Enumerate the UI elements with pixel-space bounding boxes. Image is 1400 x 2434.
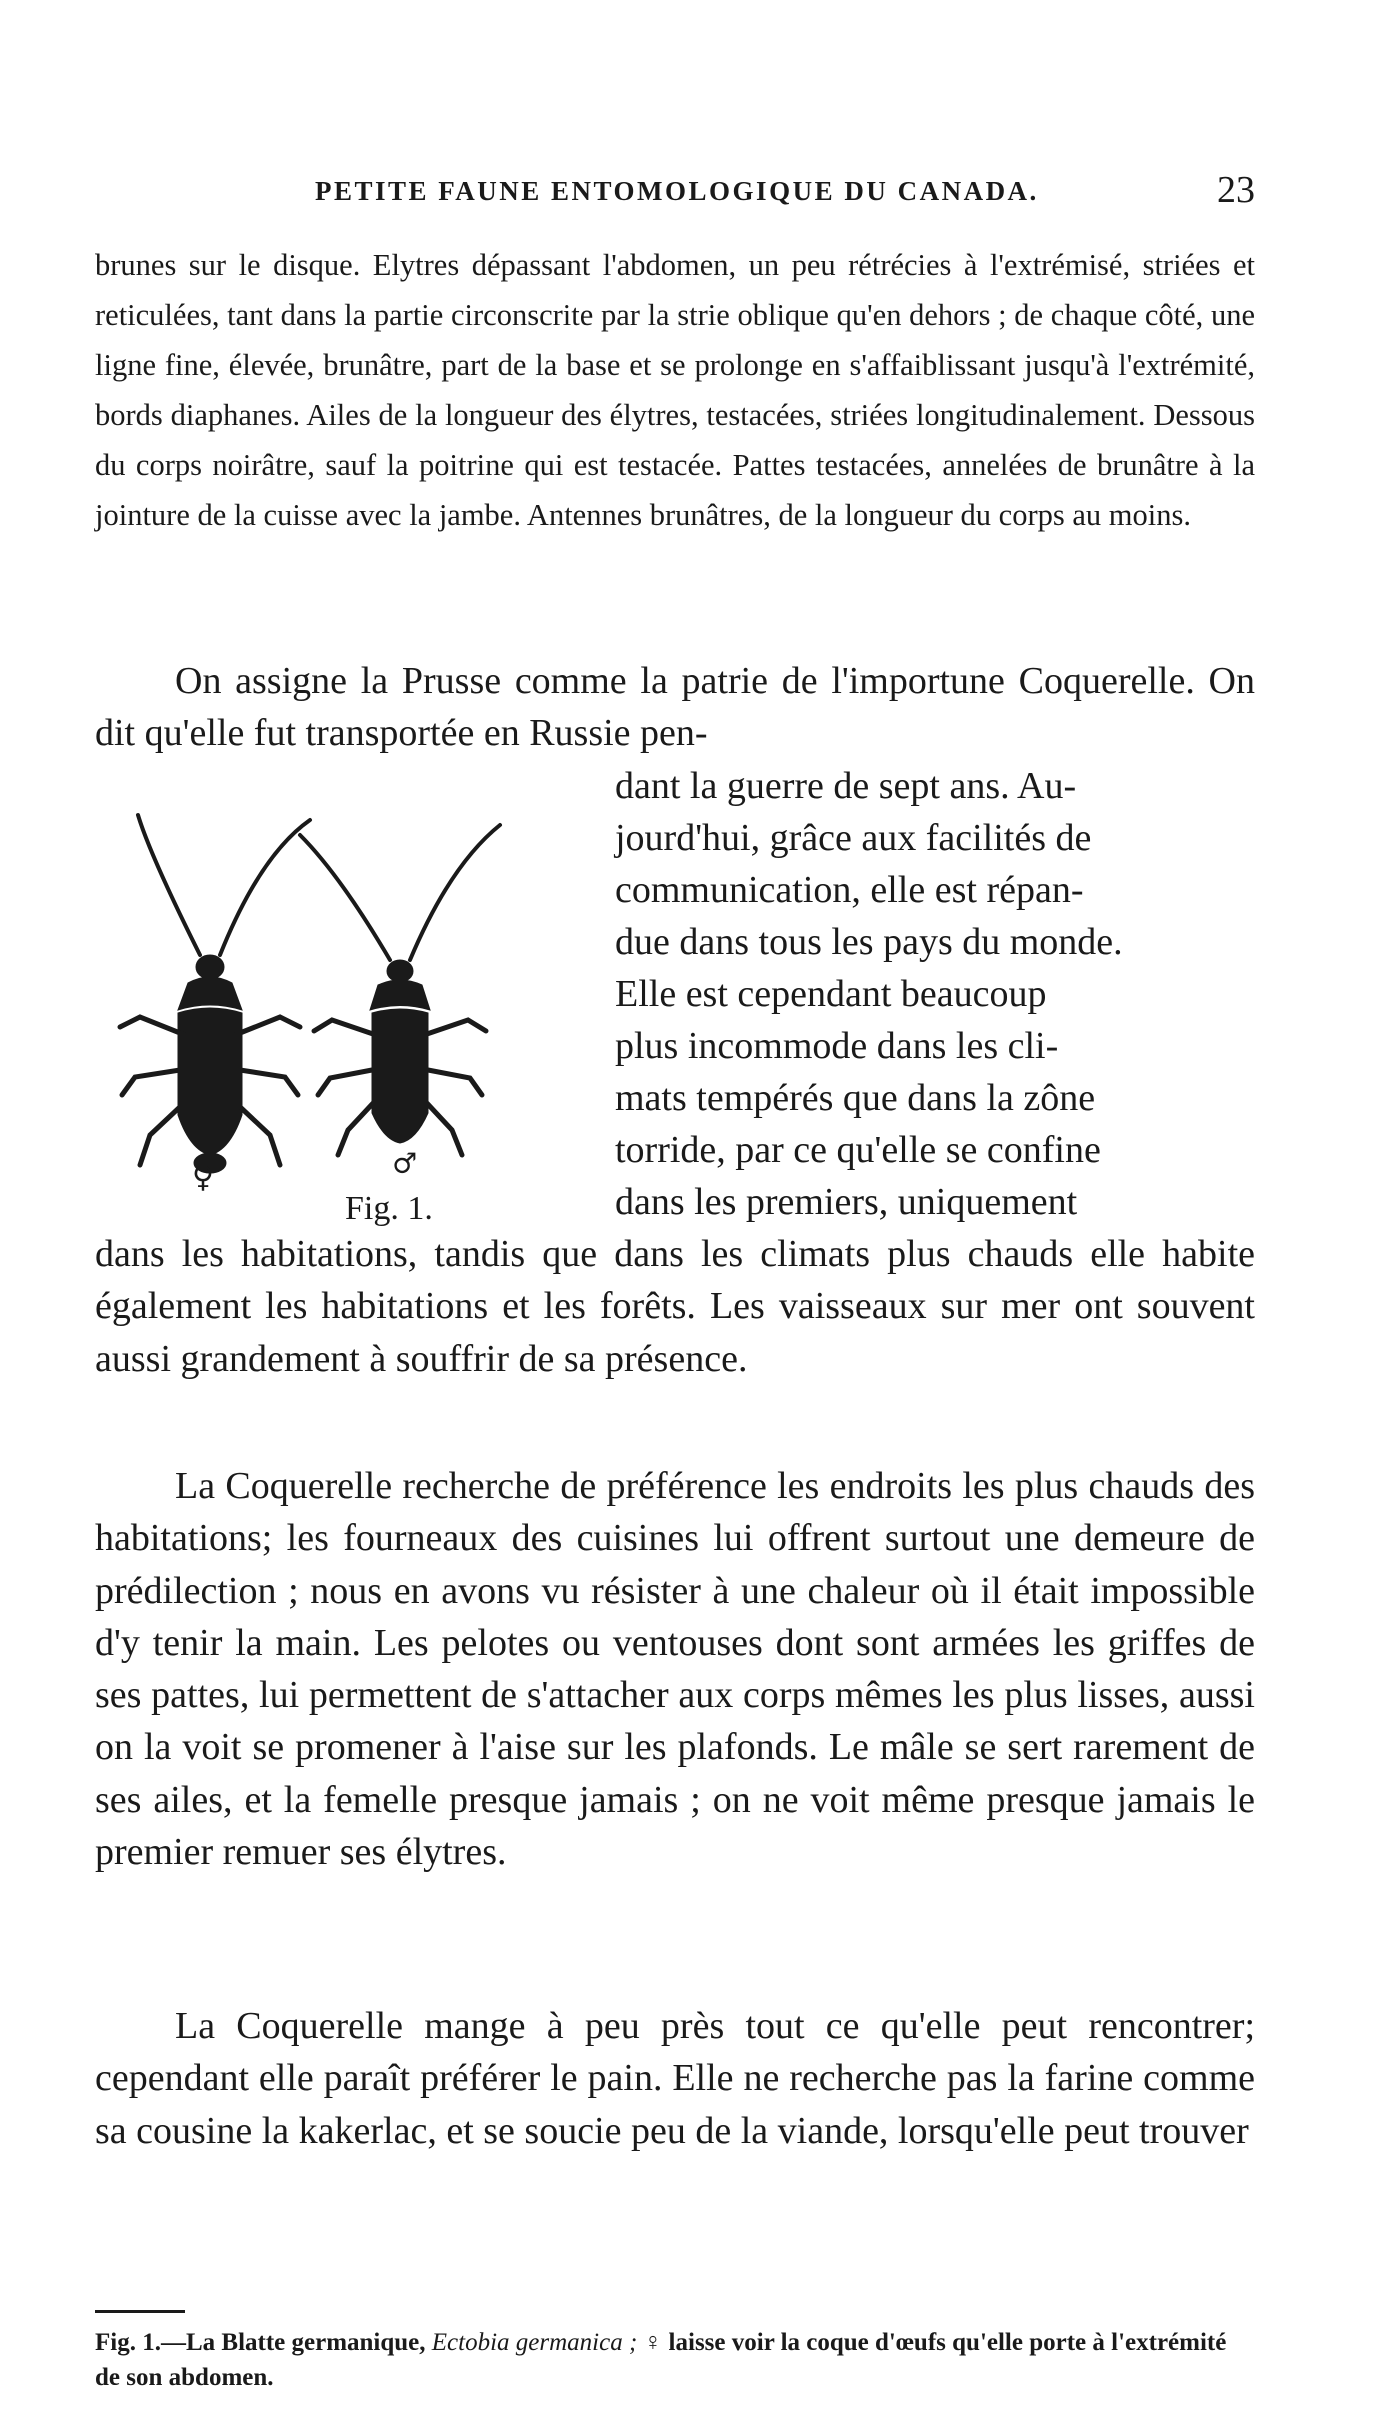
female-cockroach-icon	[120, 815, 310, 1173]
footnote	[95, 2325, 1255, 2395]
paragraph-origin-intro: On assigne la Prusse comme la patrie de l'importune Coquerelle. On dit qu'elle fut transportée en Russie pen-	[95, 660, 1255, 755]
footnote-prefix: Fig. 1.—La Blatte germanique,	[95, 2329, 426, 2356]
female-symbol: ♀	[192, 1160, 214, 1195]
column-line: torride, par ce qu'elle se confine	[615, 1129, 1101, 1171]
footnote-symbol: ♀	[643, 2329, 663, 2356]
column-line: dans les premiers, uniquement	[615, 1181, 1078, 1223]
male-cockroach-icon	[300, 825, 500, 1155]
description-paragraph: brunes sur le disque. Elytres dépassant l'abdomen, un peu rétrécies à l'extrémisé, striées et reticulées, tant dans la partie circonscrite par la strie oblique qu'en dehors ; de chaque côté, une ligne fine, élevée, brunâtre, part de la base et se prolonge en s'affaiblissant jusqu'à l'extrémité, bords diaphanes. Ailes de la longueur des élytres, testacées, striées longitudinalement. Dessous du corps noirâtre, sauf la poitrine qui est testacée. Pattes testacées, annelées de brunâtre à la jointure de la cuisse avec la jambe. Antennes brunâtres, de la longueur du corps au moins.	[95, 248, 1255, 532]
running-title: PETITE FAUNE ENTOMOLOGIQUE DU CANADA.	[315, 176, 1039, 206]
column-line: mats tempérés que dans la zône	[615, 1077, 1096, 1119]
column-line: dant la guerre de sept ans. Au-	[615, 765, 1077, 807]
footnote-rule	[95, 2310, 185, 2313]
column-line: Elle est cependant beaucoup	[615, 973, 1047, 1015]
page-number: 23	[1217, 169, 1255, 211]
column-line: communication, elle est répan-	[615, 869, 1084, 911]
paragraph-diet: La Coquerelle mange à peu près tout ce qu'elle peut rencontrer; cependant elle paraît préférer le pain. Elle ne recherche pas la farine comme sa cousine la kakerlac, et se soucie peu de la viande, lorsqu'elle peut trouver	[95, 2005, 1255, 2152]
footnote-species: Ectobia germanica ;	[431, 2329, 638, 2356]
paragraph-habitat: La Coquerelle recherche de préférence les endroits les plus chauds des habitations; les fourneaux des cuisines lui offrent surtout une demeure de prédilection ; nous en avons vu résister à une chaleur où il était impossible d'y tenir la main. Les pelotes ou ventouses dont sont armées les griffes de ses pattes, lui permettent de s'attacher aux corps mêmes les plus lisses, aussi on la voit se promener à l'aise sur les plafonds. Le mâle se sert rarement de ses ailes, et la femelle presque jamais ; on ne voit même presque jamais le premier remuer ses élytres.	[95, 1465, 1255, 1874]
column-line: plus incommode dans les cli-	[615, 1025, 1059, 1067]
column-line: due dans tous les pays du monde.	[615, 921, 1123, 963]
male-symbol: ♂	[392, 1147, 418, 1180]
figure-cockroaches	[110, 795, 600, 1225]
page-header	[95, 168, 1255, 211]
column-line: jourd'hui, grâce aux facilités de	[615, 817, 1092, 859]
paragraph-origin-continued: dans les habitations, tandis que dans les climats plus chauds elle habite également les habitations et les forêts. Les vaisseaux sur mer ont souvent aussi grandement à souffrir de sa présence.	[95, 1233, 1255, 1380]
figure-label: Fig. 1.	[345, 1190, 433, 1227]
footnote-suffix: laisse voir la coque d'œufs qu'elle porte à l'extrémité de son abdomen.	[95, 2329, 1227, 2391]
cockroach-illustration	[110, 795, 600, 1195]
